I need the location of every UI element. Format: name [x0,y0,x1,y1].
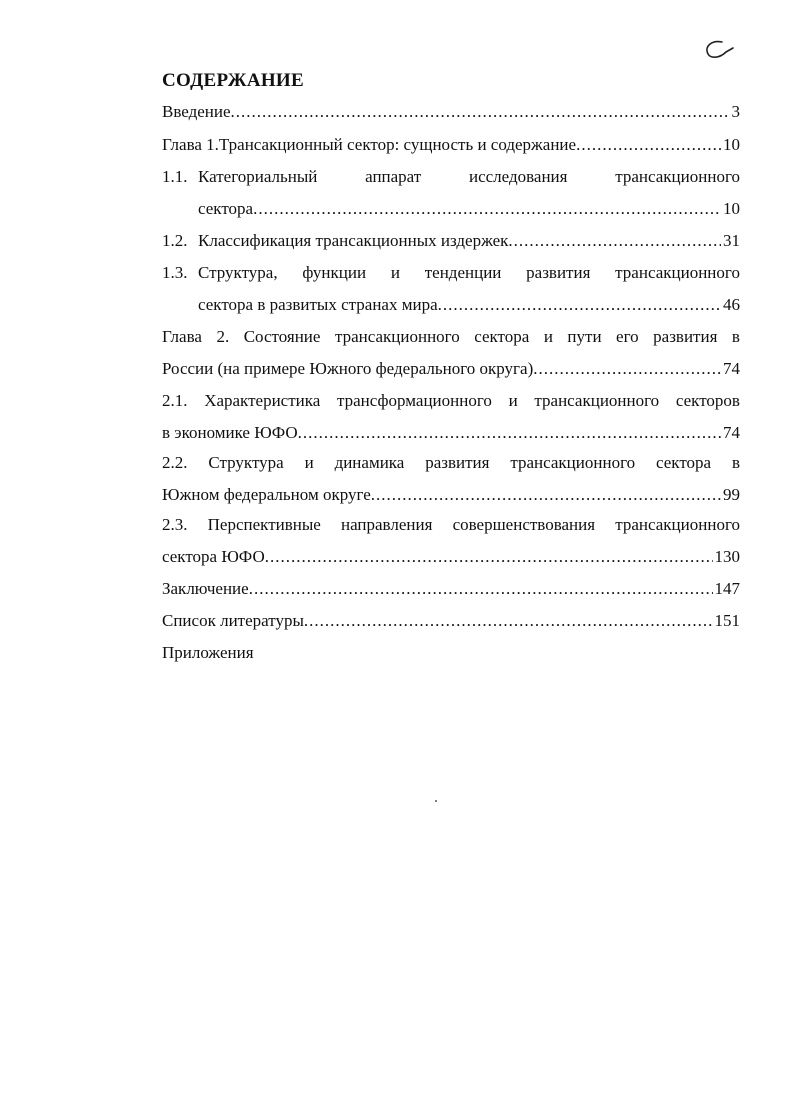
toc-entry-chapter-2-line-2 [162,358,740,380]
entry-page: 10 [723,199,740,218]
entry-title: в экономике ЮФО [162,423,298,442]
entry-title: Список литературы [162,611,304,630]
word: аппарат [365,167,422,186]
word: 2.2. [162,453,188,472]
word: динамика [334,453,405,472]
scan-speck [435,800,437,802]
entry-number: 1.1. [162,167,188,186]
entry-title: Южном федеральном округе [162,485,371,504]
entry-title: Глава 1.Трансакционный сектор: сущность и содержание [162,135,577,154]
leader-dots [371,484,721,506]
entry-number: 1.3. [162,263,188,282]
entry-title: России (на примере Южного федерального округа) [162,359,534,378]
word: трансакционного [615,167,740,186]
entry-page: 130 [714,547,740,566]
word: Состояние [243,327,321,346]
leader-dots [231,101,730,123]
word: тенденции [424,263,502,282]
entry-page: 3 [731,102,740,121]
word: и [543,327,553,346]
toc-entry-2-2-line-2 [162,484,740,506]
leader-dots [249,578,713,600]
word: Структура, [198,263,278,282]
word: исследования [468,167,568,186]
entry-page: 74 [723,423,740,442]
word: Структура [208,453,284,472]
entry-title: сектора ЮФО [162,547,265,566]
word: Перспективные [207,515,321,534]
word: функции [302,263,367,282]
entry-page: 151 [714,611,740,630]
entry-title: сектора [198,199,254,218]
word: 2. [216,327,230,346]
entry-title: Классификация трансакционных издержек [198,231,509,250]
toc-entry-2-1-line-1 [162,390,740,412]
leader-dots [298,422,721,444]
toc-entry-1-1-line-1 [198,166,740,188]
word: трансакционного [534,391,660,410]
entry-page: 46 [723,295,740,314]
word: Характеристика [204,391,321,410]
word: развития [526,263,591,282]
entry-title: Заключение [162,579,249,598]
word: развития [425,453,490,472]
entry-title: Приложения [162,643,254,662]
word: трансакционного [615,263,740,282]
toc-entry-2-3-line-1 [162,514,740,536]
toc-entry-appendices [162,642,740,664]
toc-entry-chapter-2-line-1 [162,326,740,348]
entry-title: Введение [162,102,231,121]
word: пути [567,327,602,346]
word: в [731,453,740,472]
toc-entry-bibliography [162,610,740,632]
word: 2.1. [162,391,188,410]
word: его [616,327,639,346]
word: сектора [474,327,530,346]
word: развития [653,327,718,346]
toc-entry-2-1-line-2 [162,422,740,444]
word: Категориальный [198,167,318,186]
toc-entry-1-2 [198,230,740,252]
entry-title: сектора в развитых странах мира [198,295,438,314]
toc-entry-chapter-1 [162,134,740,156]
entry-page: 99 [723,485,740,504]
toc-entry-1-3-line-2 [198,294,740,316]
word: в [731,327,740,346]
entry-page: 147 [714,579,740,598]
toc-entry-conclusion [162,578,740,600]
word: трансформационного [336,391,492,410]
word: совершенствования [452,515,596,534]
leader-dots [253,198,721,220]
handwritten-mark-icon [700,36,740,64]
entry-page: 74 [723,359,740,378]
entry-number: 1.2. [162,231,188,250]
leader-dots [304,610,713,632]
toc-entry-introduction [162,101,740,123]
entry-page: 31 [723,231,740,250]
word: сектора [656,453,712,472]
leader-dots [533,358,721,380]
word: и [508,391,518,410]
word: трансакционного [510,453,636,472]
leader-dots [265,546,713,568]
leader-dots [508,230,721,252]
word: и [390,263,400,282]
toc-entry-2-2-line-1 [162,452,740,474]
toc-entry-1-3-line-1 [198,262,740,284]
word: направления [340,515,433,534]
toc-entry-2-3-line-2 [162,546,740,568]
word: Глава [162,327,202,346]
word: трансакционного [615,515,740,534]
word: 2.3. [162,515,188,534]
word: секторов [675,391,740,410]
word: и [304,453,314,472]
toc-entry-1-1-line-2 [198,198,740,220]
leader-dots [576,134,721,156]
toc-heading: СОДЕРЖАНИЕ [162,70,304,91]
word: трансакционного [334,327,460,346]
leader-dots [438,294,721,316]
entry-page: 10 [723,135,740,154]
